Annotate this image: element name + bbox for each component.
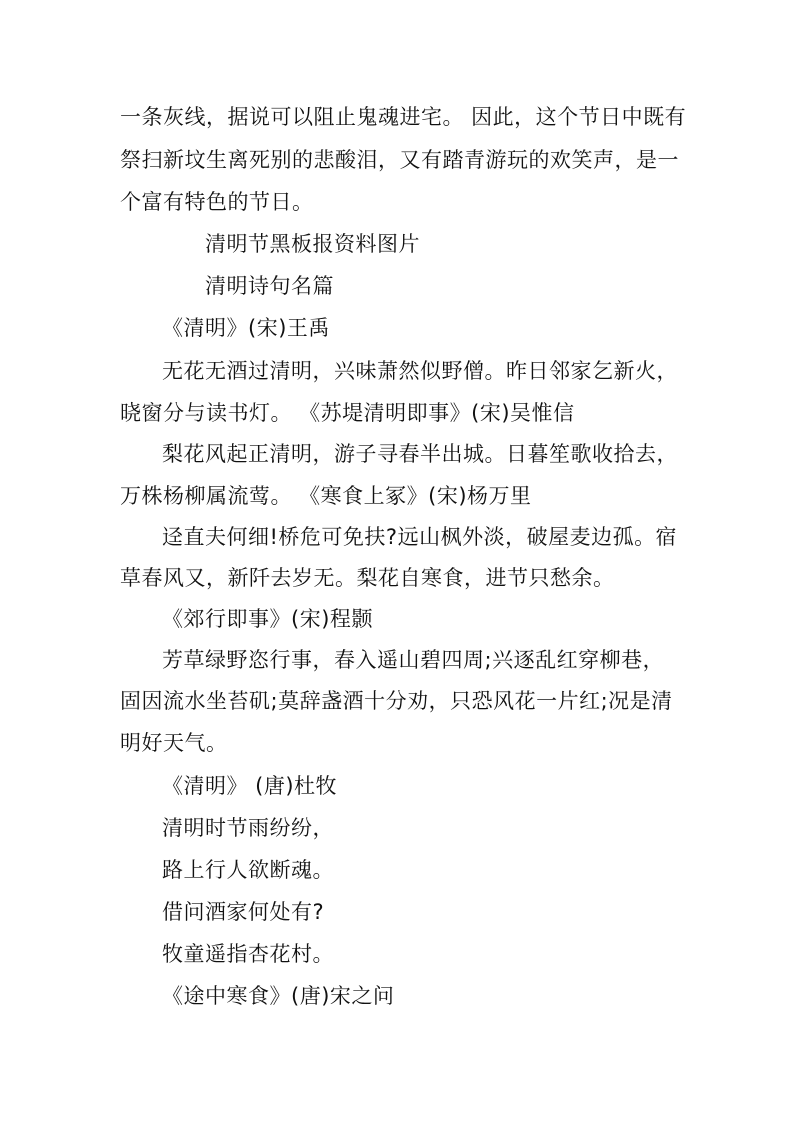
poem-text-line: 牧童遥指杏花村。 xyxy=(162,942,334,966)
poem-text-line: 清明时节雨纷纷， xyxy=(162,816,334,840)
body-text-line: 个富有特色的节日。 xyxy=(120,190,314,214)
poem-text-line: 晓窗分与读书灯。 《苏堤清明即事》(宋)吴惟信 xyxy=(120,401,575,425)
poem-title: 《途中寒食》(唐)宋之问 xyxy=(162,984,395,1008)
poem-title: 《清明》(宋)王禹 xyxy=(162,316,330,340)
poem-text-line: 借问酒家何处有? xyxy=(162,900,325,924)
poem-text-line: 万株杨柳属流莺。 《寒食上冢》(宋)杨万里 xyxy=(120,484,532,508)
body-text-line: 一条灰线，据说可以阻止鬼魂进宅。 因此，这个节日中既有 xyxy=(120,105,687,129)
poem-title: 《郊行即事》(宋)程颢 xyxy=(162,607,373,631)
poem-text-line: 路上行人欲断魂。 xyxy=(162,858,334,882)
poem-title: 《清明》 (唐)杜牧 xyxy=(162,774,338,798)
poem-text-line: 固因流水坐苔矶;莫辞盏酒十分劝，只恐风花一片红;况是清 xyxy=(120,689,673,713)
section-heading: 清明节黑板报资料图片 xyxy=(205,232,420,256)
poem-text-line: 芳草绿野恣行事，春入遥山碧四周;兴逐乱红穿柳巷， xyxy=(162,648,665,672)
poem-text-line: 无花无酒过清明，兴味萧然似野僧。昨日邻家乞新火， xyxy=(162,359,678,383)
poem-text-line: 草春风又，新阡去岁无。梨花自寒食，进节只愁余。 xyxy=(120,566,615,590)
body-text-line: 祭扫新坟生离死别的悲酸泪，又有踏青游玩的欢笑声，是一 xyxy=(120,148,679,172)
poem-text-line: 明好天气。 xyxy=(120,731,228,755)
poem-text-line: 梨花风起正清明，游子寻春半出城。日暮笙歌收拾去， xyxy=(162,442,678,466)
section-heading: 清明诗句名篇 xyxy=(205,274,334,298)
poem-text-line: 迳直夫何细!桥危可免扶?远山枫外淡，破屋麦边孤。宿 xyxy=(162,525,678,549)
